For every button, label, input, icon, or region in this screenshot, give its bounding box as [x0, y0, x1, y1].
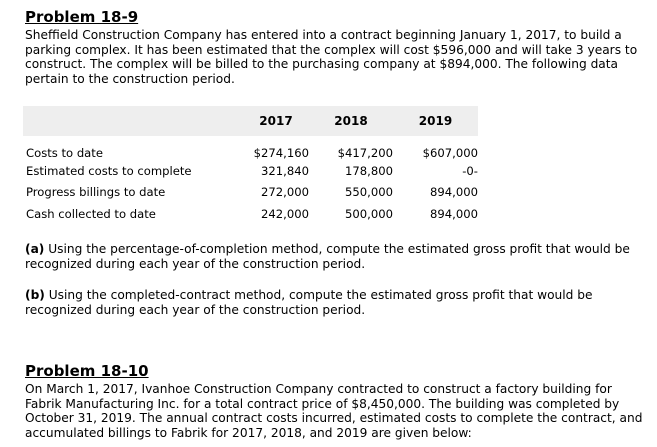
cell-value: 242,000 — [261, 206, 309, 221]
cell-value: 550,000 — [345, 185, 393, 200]
requirement-a — [25, 242, 645, 271]
problem-18-9-intro: Sheffield Construction Company has entered into a contract beginning January 1, 2017, to build a parking complex. It has been estimated that the complex will cost $596,000 and will take 3 years to construct. The complex will be billed to the purchasing company at $894,000. The following data pertain to the construction period. — [25, 28, 638, 86]
problem-18-9-title: Problem 18-9 — [25, 8, 139, 26]
construction-data-table — [23, 106, 478, 225]
row-label-progress-billings: Progress billings to date — [26, 185, 166, 200]
requirement-b — [25, 288, 645, 317]
requirement-a-text: Using the percentage-of-completion method, compute the estimated gross profit that would be recognized during each year of the construction period. — [25, 242, 630, 271]
table-row — [23, 160, 478, 182]
table-row — [23, 136, 478, 160]
cell-value: 321,840 — [261, 163, 309, 178]
header-2017: 2017 — [259, 114, 293, 128]
cell-value: 894,000 — [430, 185, 478, 200]
problem-18-10-title: Problem 18-10 — [25, 362, 149, 380]
requirement-b-text: Using the completed-contract method, compute the estimated gross profit that would be recognized during each year of the construction period. — [25, 288, 593, 317]
row-label-cash-collected: Cash collected to date — [26, 206, 156, 221]
requirement-b-label: (b) — [25, 288, 45, 302]
header-2019: 2019 — [418, 114, 453, 128]
cell-value: 272,000 — [261, 185, 309, 200]
cell-value: 178,800 — [345, 163, 393, 178]
header-2018: 2018 — [334, 114, 368, 128]
row-label-estimated-costs: Estimated costs to complete — [26, 163, 192, 178]
cell-value: $417,200 — [337, 146, 393, 160]
table-header-row — [23, 106, 478, 136]
cell-value: 894,000 — [430, 206, 478, 221]
row-label-costs-to-date: Costs to date — [26, 146, 103, 160]
cell-value: 500,000 — [345, 206, 393, 221]
table-row — [23, 182, 478, 204]
cell-value: $607,000 — [422, 146, 478, 160]
problem-18-10-intro: On March 1, 2017, Ivanhoe Construction Company contracted to construct a factory building for Fabrik Manufacturing Inc. for a total contract price of $8,450,000. The building was completed by October 31, 2019. The annual contract costs incurred, estimated costs to complete the contract, and accumulated billings to Fabrik for 2017, 2018, and 2019 are given below: — [25, 382, 643, 440]
requirement-a-label: (a) — [25, 242, 45, 256]
table-row — [23, 203, 478, 225]
cell-value: -0- — [462, 163, 478, 178]
cell-value: $274,160 — [253, 146, 309, 160]
header-blank — [23, 106, 243, 136]
